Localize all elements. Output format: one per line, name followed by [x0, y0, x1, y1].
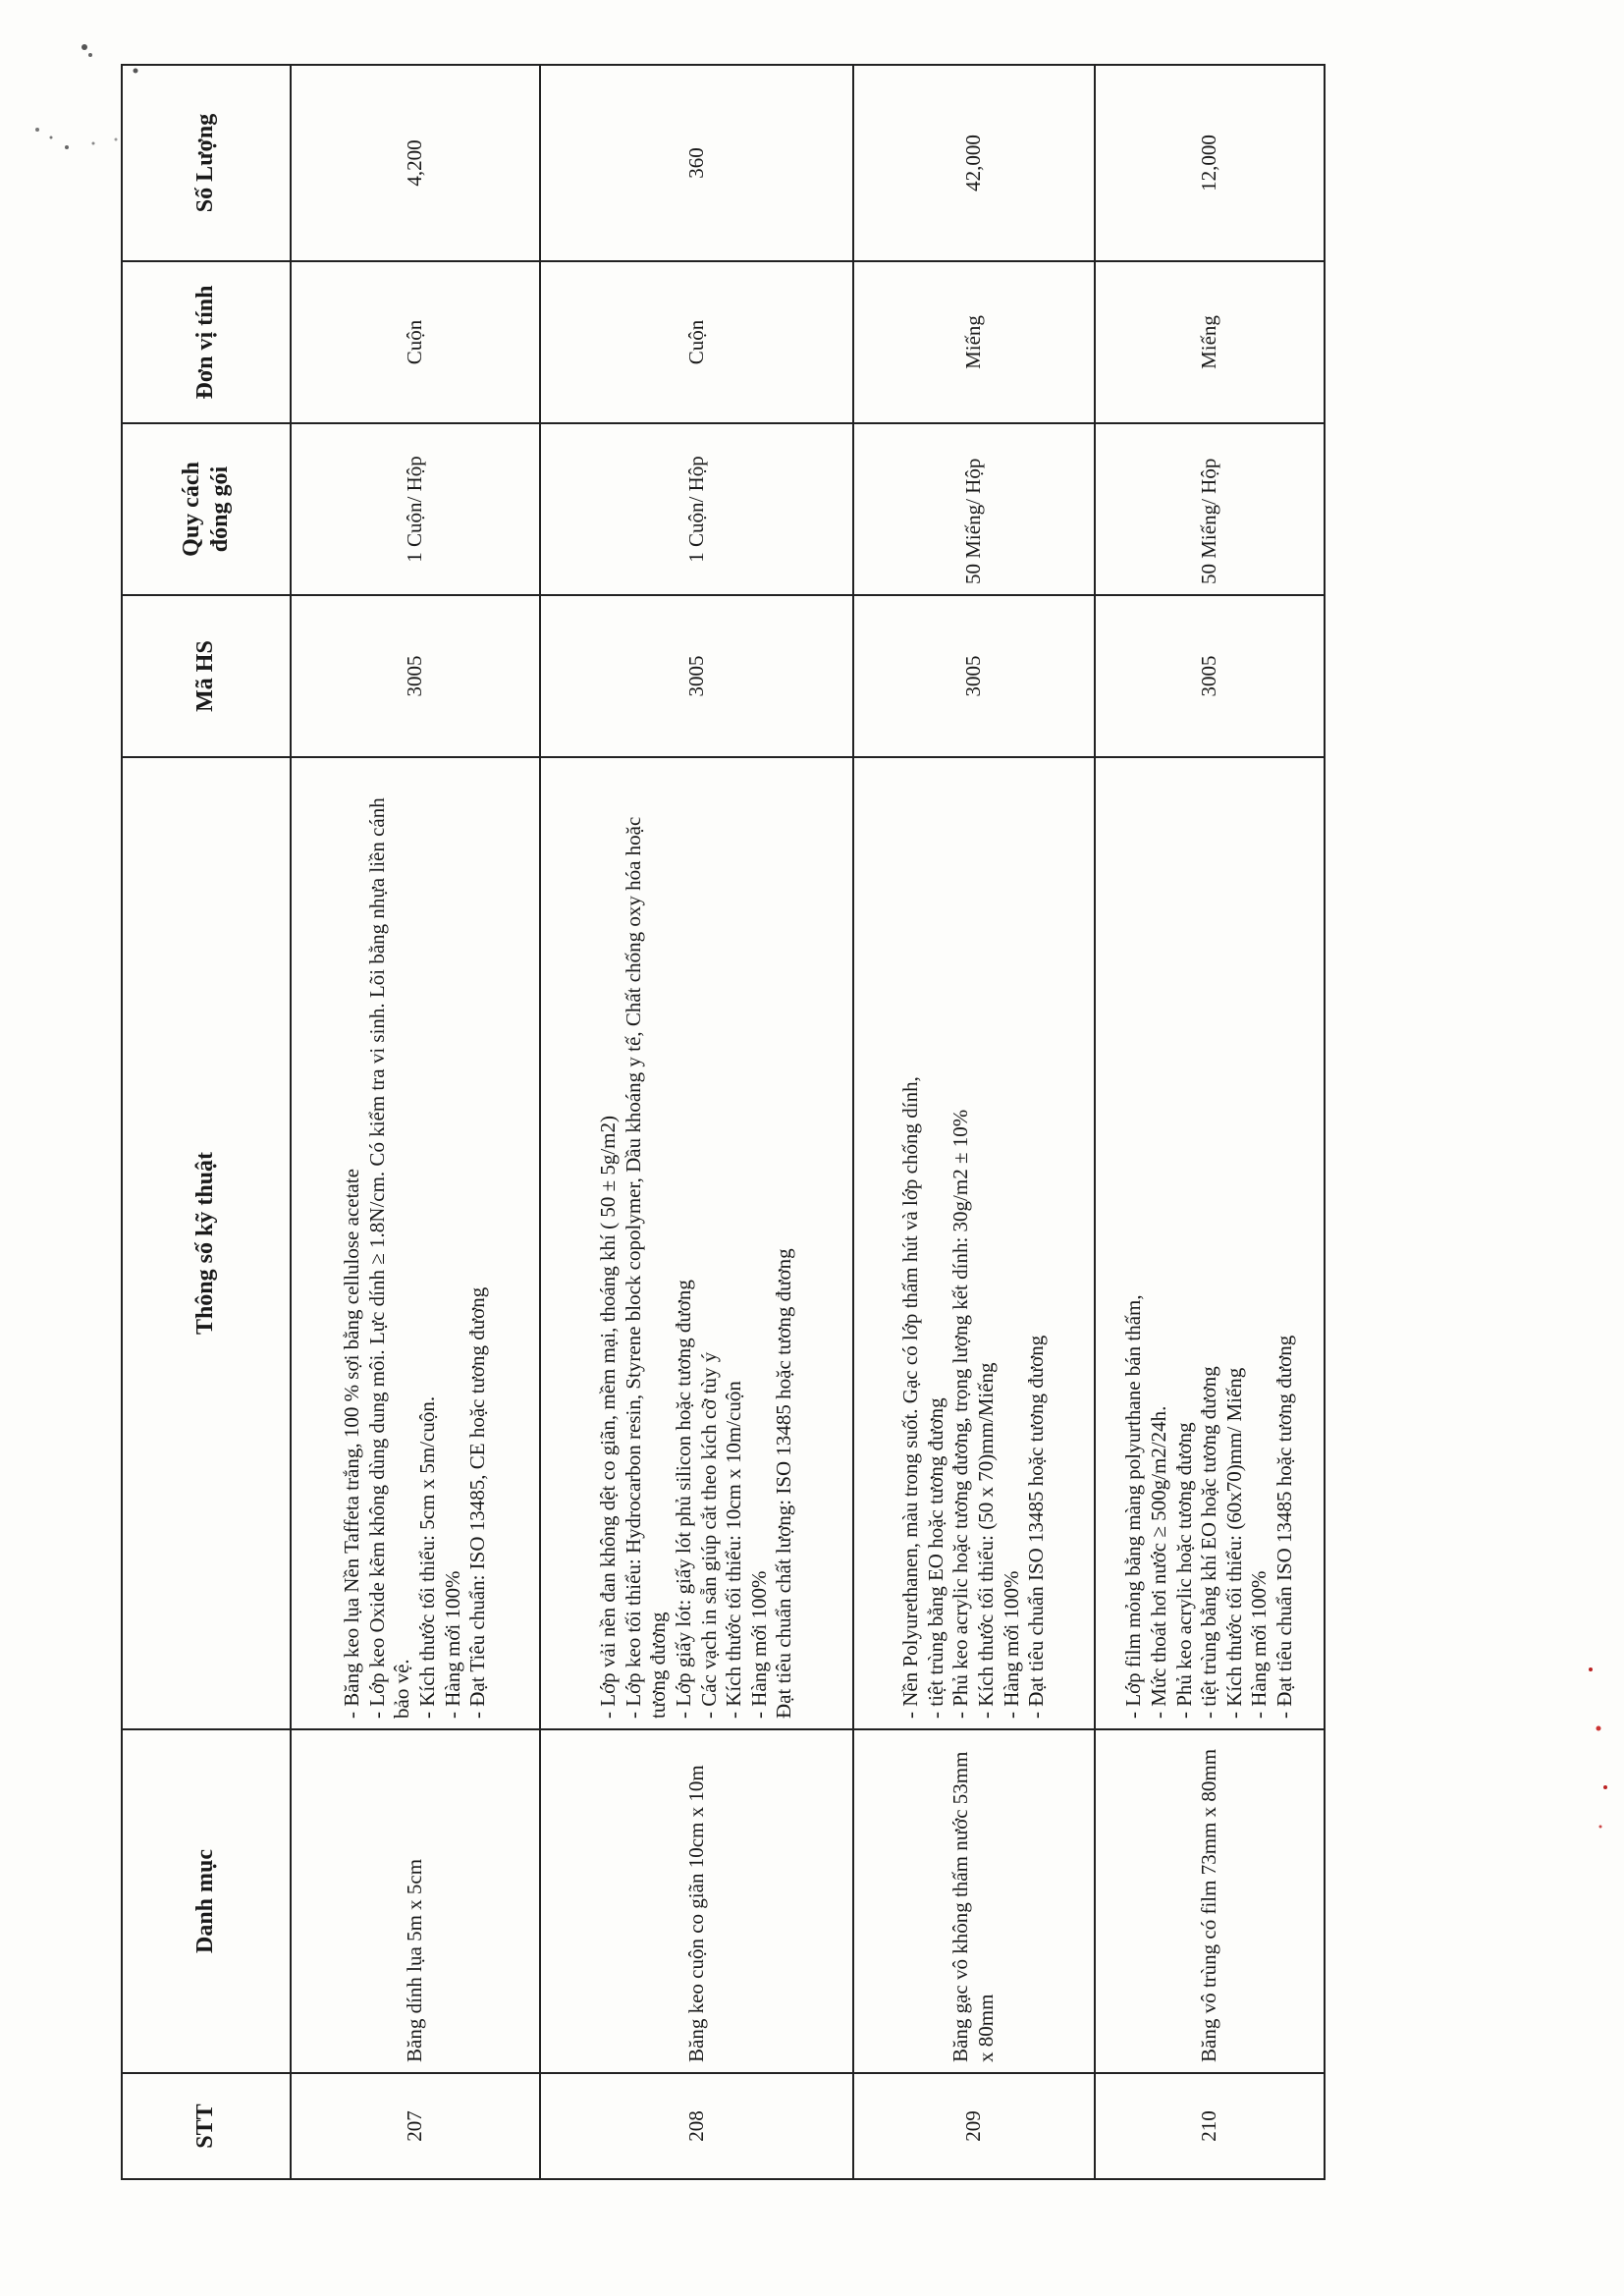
cell-stt: 210 — [1095, 2073, 1325, 2179]
table-row — [291, 65, 540, 2179]
header-hs: Mã HS — [122, 595, 291, 757]
spec-line: - Lớp vải nền đan không dệt co giãn, mềm mại, thoáng khí ( 50 ± 5g/m2) — [596, 1115, 621, 1719]
cell-hs: 3005 — [540, 595, 853, 757]
rotated-page — [121, 113, 1297, 2180]
spec-line: - Kích thước tối thiểu: (50 x 70)mm/Miếng — [974, 1362, 998, 1719]
cell-qty: 360 — [540, 65, 853, 261]
table-row — [1095, 65, 1325, 2179]
header-name: Danh mục — [122, 1729, 291, 2073]
spec-line: - Hàng mới 100% — [746, 1570, 771, 1719]
spec-line: - tiệt trùng bằng khí EO hoặc tương đương — [1197, 1366, 1221, 1719]
cell-qty: 12,000 — [1095, 65, 1325, 261]
cell-spec — [853, 757, 1095, 1729]
cell-spec — [1095, 757, 1325, 1729]
cell-pack: 1 Cuộn/ Hộp — [291, 423, 540, 595]
spec-line: - Kích thước tối thiểu: (60x70)mm/ Miếng — [1221, 1367, 1246, 1719]
cell-spec — [291, 757, 540, 1729]
spec-line: Đạt tiêu chuẩn chất lượng: ISO 13485 hoặc tương đương — [772, 1248, 796, 1719]
table-header-row — [122, 65, 291, 2179]
cell-hs: 3005 — [291, 595, 540, 757]
spec-line: - Nền Polyurethanen, màu trong suốt. Gạc có lớp thấm hút và lớp chống dính, — [898, 1076, 923, 1719]
cell-pack: 50 Miếng/ Hộp — [1095, 423, 1325, 595]
spec-line: - Hàng mới 100% — [440, 1570, 464, 1719]
header-unit: Đơn vị tính — [122, 261, 291, 423]
spec-table — [121, 64, 1326, 2180]
spec-line: - Hàng mới 100% — [999, 1570, 1023, 1719]
table-row — [853, 65, 1095, 2179]
spec-line: - Lớp giấy lót: giấy lót phủ silicon hoặc tương đương — [671, 1280, 695, 1719]
cell-name: Băng gạc vô không thấm nước 53mm x 80mm — [853, 1729, 1095, 2073]
spec-line: - Phủ keo acrylic hoặc tương đương — [1171, 1422, 1196, 1719]
spec-line: - Lớp film mỏng bằng màng polyurthane bán thấm, — [1121, 1294, 1146, 1719]
cell-pack: 1 Cuộn/ Hộp — [540, 423, 853, 595]
cell-unit: Miếng — [853, 261, 1095, 423]
cell-name: Băng dính lụa 5m x 5cm — [291, 1729, 540, 2073]
spec-line: - Kích thước tối thiểu: 5cm x 5m/cuộn. — [415, 1395, 439, 1719]
spec-line: - Các vạch in sẵn giúp cắt theo kích cỡ tùy ý — [696, 1351, 721, 1719]
table-row — [540, 65, 853, 2179]
cell-pack: 50 Miếng/ Hộp — [853, 423, 1095, 595]
cell-qty: 4,200 — [291, 65, 540, 261]
cell-hs: 3005 — [853, 595, 1095, 757]
cell-stt: 207 — [291, 2073, 540, 2179]
header-pack: Quy cách đóng gói — [122, 423, 291, 595]
spec-line: - Phủ keo acrylic hoặc tương đương, trọng lượng kết dính: 30g/m2 ± 10% — [948, 1109, 973, 1719]
spec-line: - Kích thước tối thiểu: 10cm x 10m/cuộn — [722, 1381, 746, 1719]
spec-line: - Băng keo lụa Nền Taffeta trắng, 100 % sợi bằng cellulose acetate — [340, 1169, 364, 1719]
spec-line: - Mức thoát hơi nước ≥ 500g/m2/24h. — [1146, 1405, 1170, 1719]
spec-line: - Lớp keo tối thiểu: Hydrocarbon resin, Styrene block copolymer, Dầu khoáng y tế, Chất chống oxy hóa hoặc tương đương — [621, 816, 671, 1719]
cell-hs: 3005 — [1095, 595, 1325, 757]
spec-line: - Lớp keo Oxide kẽm không dùng dung môi. Lực dính ≥ 1.8N/cm. Có kiểm tra vi sinh. Lõi bằng nhựa liền cánh bảo vệ. — [364, 797, 414, 1719]
header-qty: Số Lượng — [122, 65, 291, 261]
cell-stt: 208 — [540, 2073, 853, 2179]
cell-unit: Cuộn — [291, 261, 540, 423]
header-spec: Thông số kỹ thuật — [122, 757, 291, 1729]
header-stt: STT — [122, 2073, 291, 2179]
cell-unit: Cuộn — [540, 261, 853, 423]
cell-qty: 42,000 — [853, 65, 1095, 261]
spec-line: - Đạt tiêu chuẩn ISO 13485 hoặc tương đương — [1024, 1335, 1049, 1719]
cell-unit: Miếng — [1095, 261, 1325, 423]
spec-line: - Đạt Tiêu chuẩn: ISO 13485, CE hoặc tương đương — [465, 1286, 490, 1719]
cell-spec — [540, 757, 853, 1729]
spec-line: - Đạt tiêu chuẩn ISO 13485 hoặc tương đương — [1272, 1335, 1297, 1719]
spec-line: - Hàng mới 100% — [1247, 1570, 1272, 1719]
spec-line: - tiệt trùng bằng EO hoặc tương đương — [923, 1397, 947, 1719]
cell-stt: 209 — [853, 2073, 1095, 2179]
cell-name: Băng vô trùng có film 73mm x 80mm — [1095, 1729, 1325, 2073]
cell-name: Băng keo cuộn co giãn 10cm x 10m — [540, 1729, 853, 2073]
